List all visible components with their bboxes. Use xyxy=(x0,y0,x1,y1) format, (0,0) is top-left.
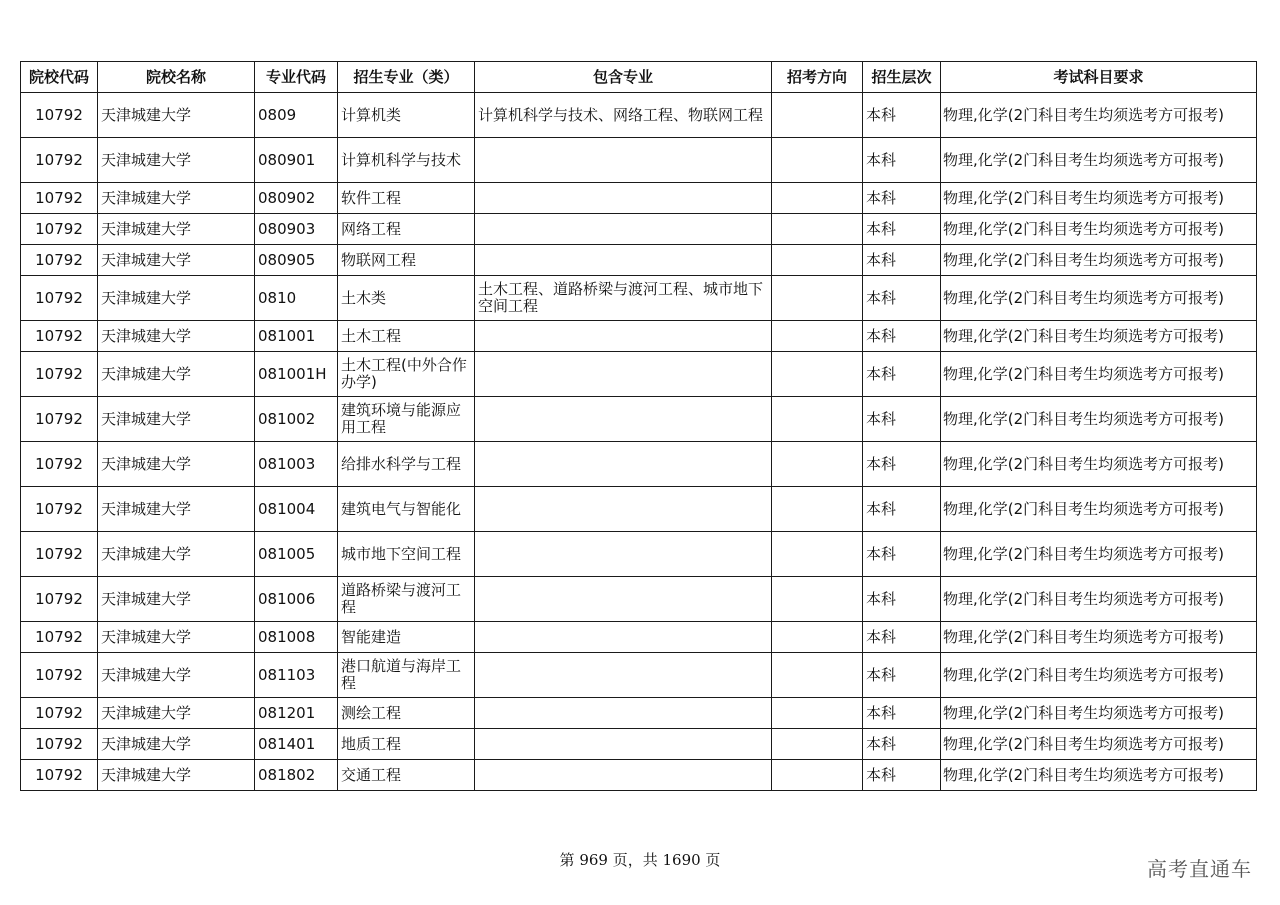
major-code-cell: 081004 xyxy=(255,487,338,532)
includes-cell xyxy=(475,442,772,487)
school-code-cell: 10792 xyxy=(21,487,98,532)
requirement-cell: 物理,化学(2门科目考生均须选考方可报考) xyxy=(941,653,1257,698)
requirement-cell: 物理,化学(2门科目考生均须选考方可报考) xyxy=(941,698,1257,729)
school-code-cell: 10792 xyxy=(21,729,98,760)
admissions-table xyxy=(20,61,1257,791)
includes-cell xyxy=(475,577,772,622)
direction-cell xyxy=(772,276,863,321)
major-code-cell: 081008 xyxy=(255,622,338,653)
school-name-cell: 天津城建大学 xyxy=(98,698,255,729)
direction-cell xyxy=(772,487,863,532)
header-includes: 包含专业 xyxy=(475,62,772,93)
school-code-cell: 10792 xyxy=(21,138,98,183)
school-name-cell: 天津城建大学 xyxy=(98,760,255,791)
page-number: 第 969 页，共 1690 页 xyxy=(559,851,721,869)
table-row xyxy=(21,729,1257,760)
level-cell: 本科 xyxy=(863,276,941,321)
includes-cell xyxy=(475,138,772,183)
major-cell: 测绘工程 xyxy=(338,698,475,729)
table-row xyxy=(21,276,1257,321)
major-code-cell: 080905 xyxy=(255,245,338,276)
school-code-cell: 10792 xyxy=(21,397,98,442)
major-code-cell: 081006 xyxy=(255,577,338,622)
school-name-cell: 天津城建大学 xyxy=(98,397,255,442)
table-header-row xyxy=(21,62,1257,93)
header-major: 招生专业（类） xyxy=(338,62,475,93)
table-row xyxy=(21,622,1257,653)
major-code-cell: 081005 xyxy=(255,532,338,577)
includes-cell xyxy=(475,729,772,760)
direction-cell xyxy=(772,138,863,183)
school-name-cell: 天津城建大学 xyxy=(98,729,255,760)
includes-cell xyxy=(475,760,772,791)
requirement-cell: 物理,化学(2门科目考生均须选考方可报考) xyxy=(941,729,1257,760)
requirement-cell: 物理,化学(2门科目考生均须选考方可报考) xyxy=(941,397,1257,442)
requirement-cell: 物理,化学(2门科目考生均须选考方可报考) xyxy=(941,183,1257,214)
direction-cell xyxy=(772,577,863,622)
requirement-cell: 物理,化学(2门科目考生均须选考方可报考) xyxy=(941,487,1257,532)
major-code-cell: 081103 xyxy=(255,653,338,698)
table-body xyxy=(21,93,1257,791)
school-code-cell: 10792 xyxy=(21,276,98,321)
admissions-table-container xyxy=(20,61,1256,791)
includes-cell xyxy=(475,183,772,214)
level-cell: 本科 xyxy=(863,622,941,653)
direction-cell xyxy=(772,442,863,487)
school-code-cell: 10792 xyxy=(21,760,98,791)
school-code-cell: 10792 xyxy=(21,352,98,397)
includes-cell xyxy=(475,698,772,729)
school-name-cell: 天津城建大学 xyxy=(98,352,255,397)
school-name-cell: 天津城建大学 xyxy=(98,245,255,276)
table-row xyxy=(21,245,1257,276)
level-cell: 本科 xyxy=(863,698,941,729)
school-name-cell: 天津城建大学 xyxy=(98,183,255,214)
major-code-cell: 0809 xyxy=(255,93,338,138)
level-cell: 本科 xyxy=(863,532,941,577)
level-cell: 本科 xyxy=(863,245,941,276)
level-cell: 本科 xyxy=(863,183,941,214)
direction-cell xyxy=(772,698,863,729)
major-cell: 港口航道与海岸工程 xyxy=(338,653,475,698)
table-row xyxy=(21,321,1257,352)
requirement-cell: 物理,化学(2门科目考生均须选考方可报考) xyxy=(941,352,1257,397)
includes-cell xyxy=(475,653,772,698)
major-cell: 软件工程 xyxy=(338,183,475,214)
school-name-cell: 天津城建大学 xyxy=(98,138,255,183)
direction-cell xyxy=(772,214,863,245)
header-direction: 招考方向 xyxy=(772,62,863,93)
school-code-cell: 10792 xyxy=(21,321,98,352)
major-code-cell: 081003 xyxy=(255,442,338,487)
major-cell: 地质工程 xyxy=(338,729,475,760)
includes-cell: 土木工程、道路桥梁与渡河工程、城市地下空间工程 xyxy=(475,276,772,321)
table-row xyxy=(21,577,1257,622)
major-cell: 道路桥梁与渡河工程 xyxy=(338,577,475,622)
direction-cell xyxy=(772,653,863,698)
header-school-code: 院校代码 xyxy=(21,62,98,93)
school-code-cell: 10792 xyxy=(21,442,98,487)
school-code-cell: 10792 xyxy=(21,653,98,698)
major-cell: 土木工程(中外合作办学) xyxy=(338,352,475,397)
major-cell: 物联网工程 xyxy=(338,245,475,276)
requirement-cell: 物理,化学(2门科目考生均须选考方可报考) xyxy=(941,214,1257,245)
level-cell: 本科 xyxy=(863,729,941,760)
major-code-cell: 080901 xyxy=(255,138,338,183)
includes-cell xyxy=(475,487,772,532)
requirement-cell: 物理,化学(2门科目考生均须选考方可报考) xyxy=(941,622,1257,653)
watermark-logo: 高考直通车 xyxy=(1147,857,1252,881)
major-code-cell: 081001 xyxy=(255,321,338,352)
level-cell: 本科 xyxy=(863,653,941,698)
school-name-cell: 天津城建大学 xyxy=(98,622,255,653)
school-name-cell: 天津城建大学 xyxy=(98,442,255,487)
school-name-cell: 天津城建大学 xyxy=(98,321,255,352)
level-cell: 本科 xyxy=(863,397,941,442)
includes-cell xyxy=(475,245,772,276)
major-code-cell: 0810 xyxy=(255,276,338,321)
requirement-cell: 物理,化学(2门科目考生均须选考方可报考) xyxy=(941,760,1257,791)
requirement-cell: 物理,化学(2门科目考生均须选考方可报考) xyxy=(941,321,1257,352)
direction-cell xyxy=(772,352,863,397)
header-level: 招生层次 xyxy=(863,62,941,93)
includes-cell xyxy=(475,622,772,653)
major-code-cell: 081802 xyxy=(255,760,338,791)
school-code-cell: 10792 xyxy=(21,214,98,245)
major-cell: 建筑电气与智能化 xyxy=(338,487,475,532)
level-cell: 本科 xyxy=(863,214,941,245)
requirement-cell: 物理,化学(2门科目考生均须选考方可报考) xyxy=(941,138,1257,183)
major-code-cell: 081401 xyxy=(255,729,338,760)
table-row xyxy=(21,487,1257,532)
major-cell: 智能建造 xyxy=(338,622,475,653)
level-cell: 本科 xyxy=(863,442,941,487)
major-cell: 交通工程 xyxy=(338,760,475,791)
includes-cell xyxy=(475,214,772,245)
school-code-cell: 10792 xyxy=(21,532,98,577)
level-cell: 本科 xyxy=(863,352,941,397)
table-row xyxy=(21,183,1257,214)
table-row xyxy=(21,138,1257,183)
major-code-cell: 081002 xyxy=(255,397,338,442)
table-row xyxy=(21,214,1257,245)
requirement-cell: 物理,化学(2门科目考生均须选考方可报考) xyxy=(941,93,1257,138)
requirement-cell: 物理,化学(2门科目考生均须选考方可报考) xyxy=(941,245,1257,276)
includes-cell xyxy=(475,352,772,397)
table-row xyxy=(21,397,1257,442)
school-code-cell: 10792 xyxy=(21,93,98,138)
table-row xyxy=(21,698,1257,729)
direction-cell xyxy=(772,183,863,214)
direction-cell xyxy=(772,397,863,442)
level-cell: 本科 xyxy=(863,577,941,622)
major-code-cell: 081201 xyxy=(255,698,338,729)
major-cell: 计算机科学与技术 xyxy=(338,138,475,183)
header-school-name: 院校名称 xyxy=(98,62,255,93)
direction-cell xyxy=(772,321,863,352)
school-code-cell: 10792 xyxy=(21,183,98,214)
direction-cell xyxy=(772,245,863,276)
school-name-cell: 天津城建大学 xyxy=(98,487,255,532)
school-code-cell: 10792 xyxy=(21,577,98,622)
header-major-code: 专业代码 xyxy=(255,62,338,93)
level-cell: 本科 xyxy=(863,760,941,791)
direction-cell xyxy=(772,622,863,653)
level-cell: 本科 xyxy=(863,487,941,532)
level-cell: 本科 xyxy=(863,321,941,352)
header-requirement: 考试科目要求 xyxy=(941,62,1257,93)
table-row xyxy=(21,760,1257,791)
school-name-cell: 天津城建大学 xyxy=(98,532,255,577)
includes-cell xyxy=(475,532,772,577)
includes-cell: 计算机科学与技术、网络工程、物联网工程 xyxy=(475,93,772,138)
table-row xyxy=(21,93,1257,138)
major-cell: 城市地下空间工程 xyxy=(338,532,475,577)
direction-cell xyxy=(772,760,863,791)
school-name-cell: 天津城建大学 xyxy=(98,653,255,698)
direction-cell xyxy=(772,93,863,138)
table-row xyxy=(21,442,1257,487)
major-cell: 网络工程 xyxy=(338,214,475,245)
level-cell: 本科 xyxy=(863,138,941,183)
requirement-cell: 物理,化学(2门科目考生均须选考方可报考) xyxy=(941,442,1257,487)
requirement-cell: 物理,化学(2门科目考生均须选考方可报考) xyxy=(941,532,1257,577)
table-row xyxy=(21,352,1257,397)
requirement-cell: 物理,化学(2门科目考生均须选考方可报考) xyxy=(941,577,1257,622)
major-cell: 给排水科学与工程 xyxy=(338,442,475,487)
major-code-cell: 081001H xyxy=(255,352,338,397)
direction-cell xyxy=(772,729,863,760)
major-code-cell: 080902 xyxy=(255,183,338,214)
major-cell: 土木类 xyxy=(338,276,475,321)
school-name-cell: 天津城建大学 xyxy=(98,93,255,138)
school-name-cell: 天津城建大学 xyxy=(98,214,255,245)
requirement-cell: 物理,化学(2门科目考生均须选考方可报考) xyxy=(941,276,1257,321)
school-name-cell: 天津城建大学 xyxy=(98,577,255,622)
level-cell: 本科 xyxy=(863,93,941,138)
major-cell: 土木工程 xyxy=(338,321,475,352)
includes-cell xyxy=(475,321,772,352)
table-row xyxy=(21,532,1257,577)
school-code-cell: 10792 xyxy=(21,245,98,276)
school-name-cell: 天津城建大学 xyxy=(98,276,255,321)
table-row xyxy=(21,653,1257,698)
school-code-cell: 10792 xyxy=(21,622,98,653)
school-code-cell: 10792 xyxy=(21,698,98,729)
major-cell: 计算机类 xyxy=(338,93,475,138)
includes-cell xyxy=(475,397,772,442)
major-code-cell: 080903 xyxy=(255,214,338,245)
direction-cell xyxy=(772,532,863,577)
major-cell: 建筑环境与能源应用工程 xyxy=(338,397,475,442)
